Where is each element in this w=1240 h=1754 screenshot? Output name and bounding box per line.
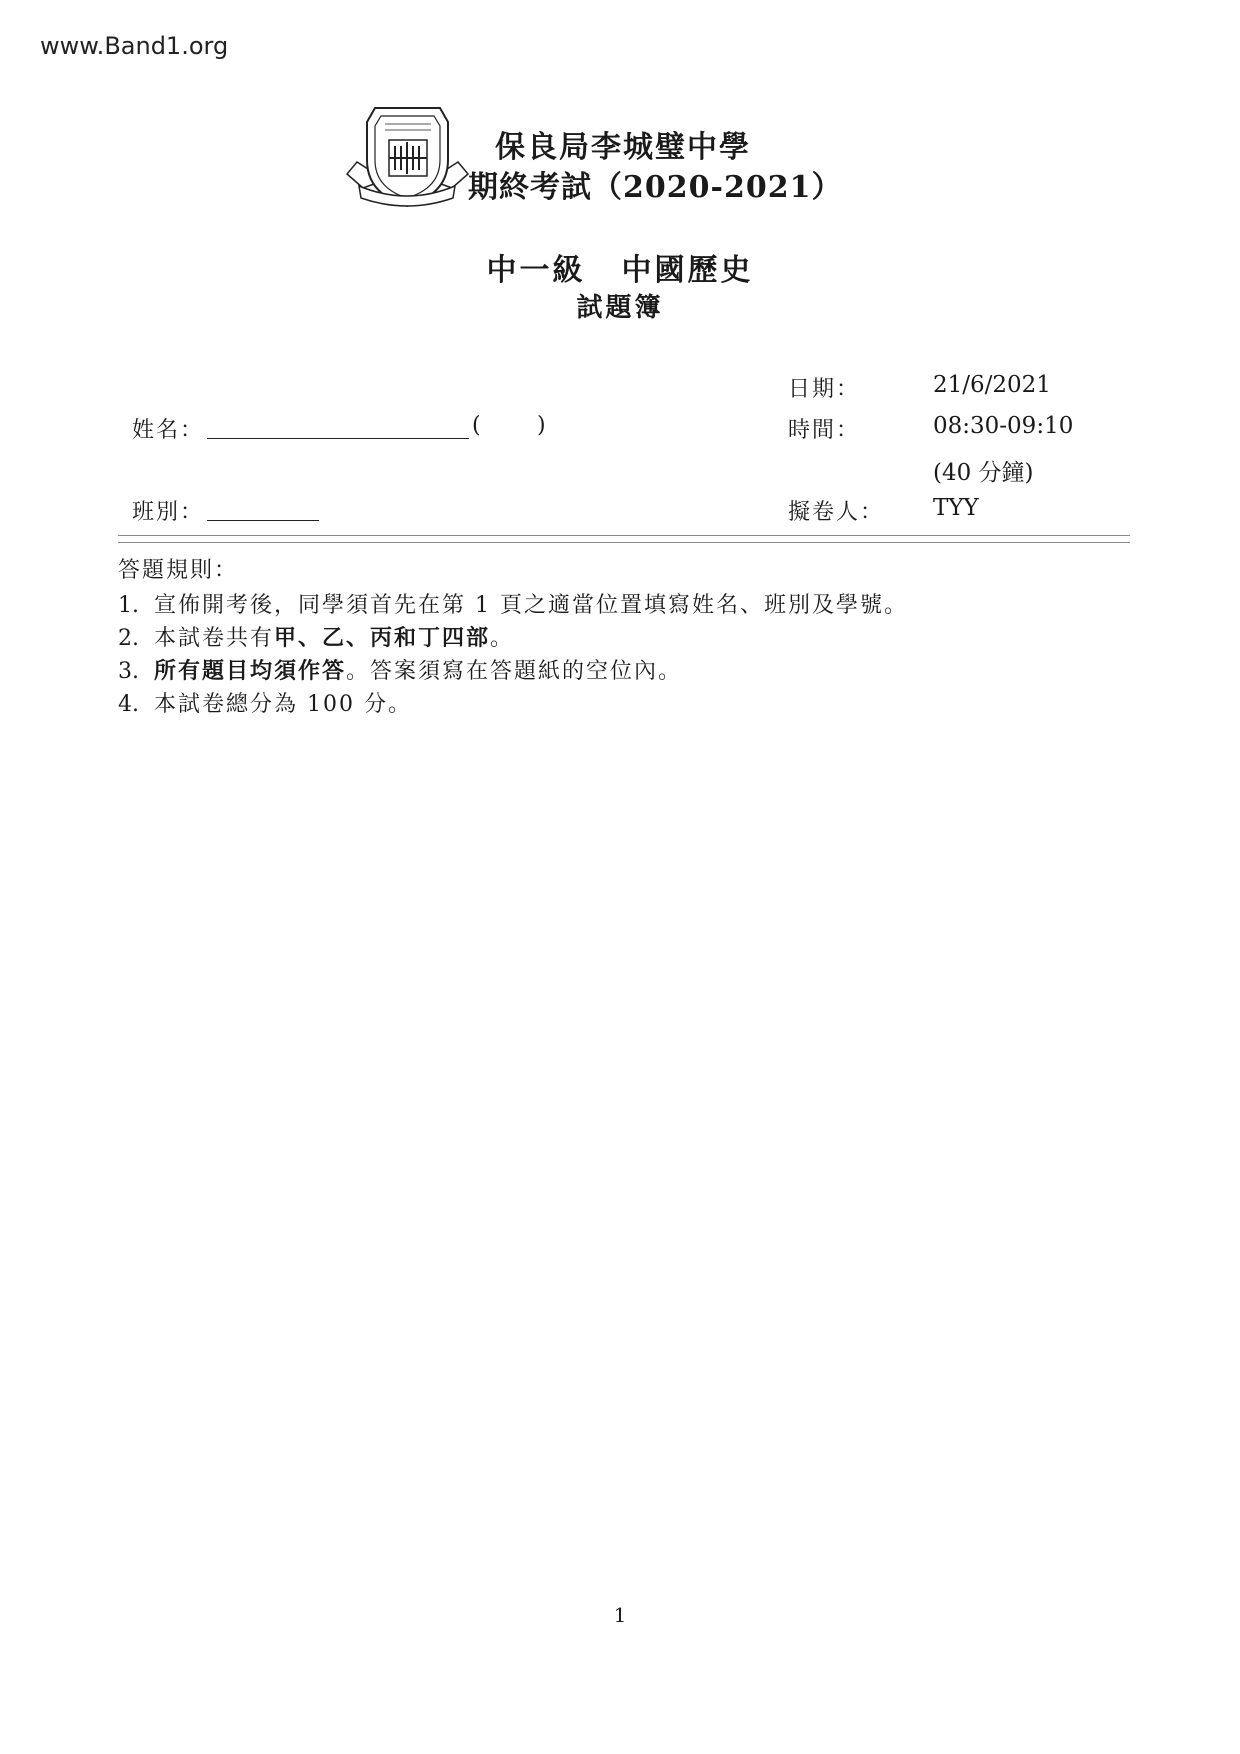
rule-text: 本試卷共有 [154, 626, 275, 651]
time-label: 時間： [788, 418, 861, 443]
rule-text: 。答案須寫在答題紙的空位內。 [346, 659, 683, 684]
page-number: 1 [613, 1603, 627, 1627]
rule-bold-text: 甲、乙、丙和丁四部 [274, 625, 491, 651]
subject-label: 中國歷史 [621, 253, 754, 288]
class-number-close-paren: ) [537, 413, 546, 438]
rule-number: 2. [118, 626, 139, 651]
class-label: 班別： [132, 500, 205, 525]
rule-item [118, 687, 412, 718]
time-value: 08:30-09:10 [933, 413, 1074, 439]
rule-number: 4. [118, 692, 139, 717]
class-field[interactable] [207, 520, 319, 521]
name-field[interactable] [207, 438, 469, 439]
subject-heading [0, 245, 1240, 289]
duration-value: (40 分鐘) [933, 460, 1034, 486]
date-value: 21/6/2021 [933, 372, 1051, 398]
rule-bold-text: 所有題目均須作答 [154, 658, 347, 684]
rule-number: 1. [118, 593, 139, 618]
class-number-open-paren: ( [472, 413, 481, 438]
exam-name: 期終考試（2020-2021） [468, 170, 843, 205]
name-label: 姓名： [132, 418, 205, 443]
setter-value: TYY [933, 495, 979, 521]
rule-item [118, 621, 514, 652]
rule-text: 。 [490, 626, 515, 651]
grade-label: 中一級 [486, 253, 586, 288]
booklet-label: 試題簿 [576, 293, 664, 323]
rule-text: 宣佈開考後，同學須首先在第 1 頁之適當位置填寫姓名、班別及學號。 [154, 593, 908, 618]
rule-number: 3. [118, 659, 139, 684]
date-label: 日期： [788, 377, 861, 402]
rule-item [118, 654, 682, 685]
school-name: 保良局李城璧中學 [495, 130, 751, 165]
rule-text: 本試卷總分為 100 分。 [154, 692, 412, 717]
school-crest-icon [345, 102, 470, 212]
rule-item [118, 588, 908, 619]
rules-title: 答題規則： [118, 558, 239, 583]
setter-label: 擬卷人： [788, 500, 885, 525]
watermark-url: www.Band1.org [40, 32, 229, 60]
divider [118, 535, 1130, 543]
